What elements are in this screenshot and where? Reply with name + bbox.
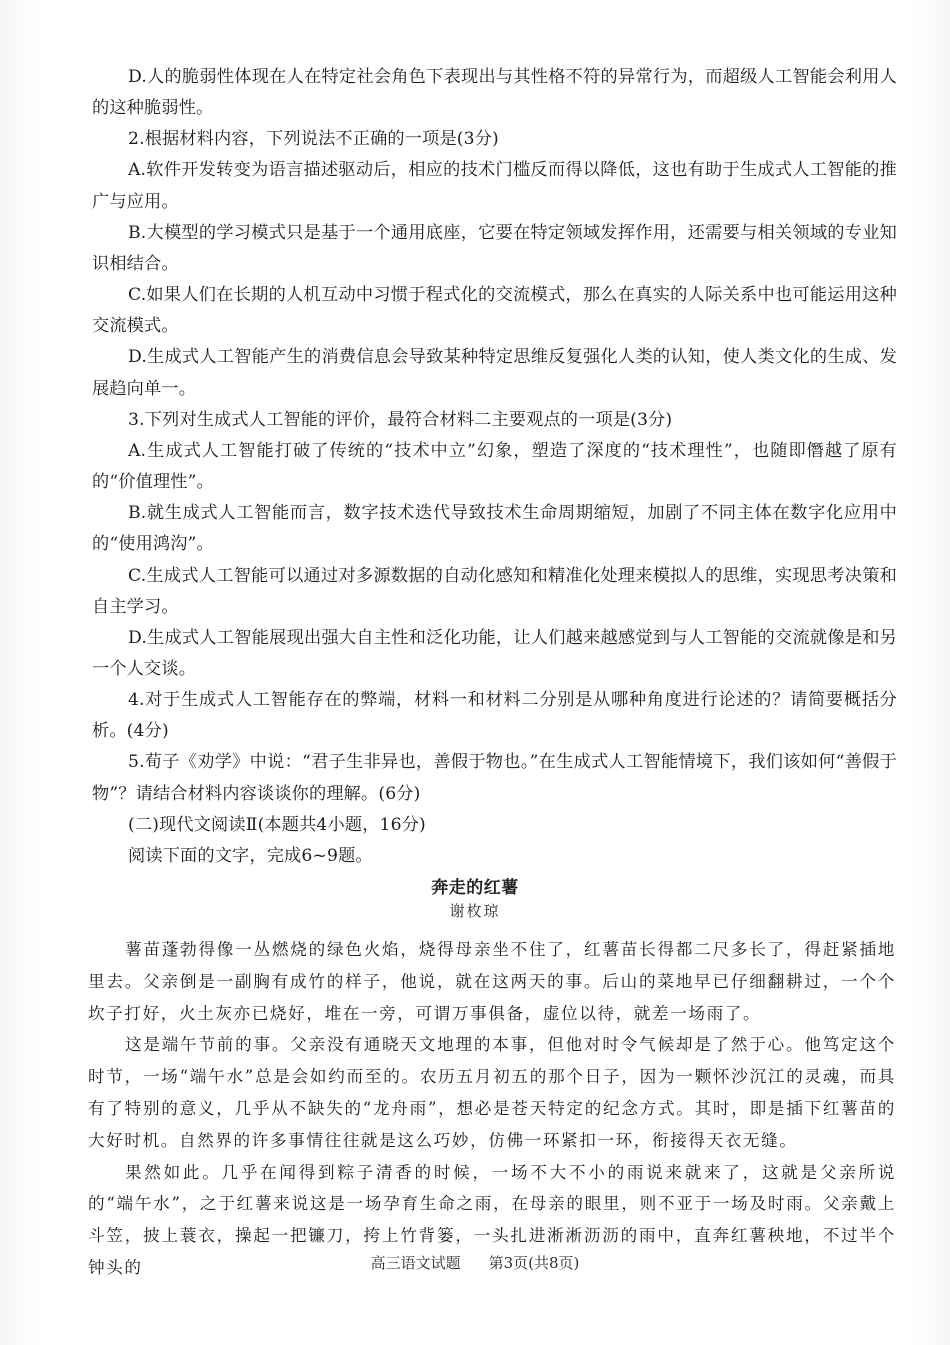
question-2-option-a: A.软件开发转变为语言描述驱动后，相应的技术门槛反而得以降低，这也有助于生成式人工智能的推广与应用。	[92, 160, 897, 212]
question-2-option-c: C.如果人们在长期的人机互动中习惯于程式化的交流模式，那么在真实的人际关系中也可能运用这种交流模式。	[92, 285, 897, 337]
section-heading-reading-2: (二)现代文阅读Ⅱ(本题共4小题，16分)	[128, 814, 426, 835]
question-3: 3.下列对生成式人工智能的评价，最符合材料二主要观点的一项是(3分)	[128, 409, 673, 430]
question-3-option-b: B.就生成式人工智能而言，数字技术迭代导致技术生命周期缩短，加剧了不同主体在数字化应用中的“使用鸿沟”。	[92, 503, 897, 555]
question-4: 4.对于生成式人工智能存在的弊端，材料一和材料二分别是从哪种角度进行论述的？请简要概括分析。(4分)	[92, 690, 897, 742]
reading-instruction: 阅读下面的文字，完成6~9题。	[128, 845, 373, 866]
question-2-option-d: D.生成式人工智能产生的消费信息会导致某种特定思维反复强化人类的认知，使人类文化的生成、发展趋向单一。	[92, 347, 897, 399]
story-paragraph: 这是端午节前的事。父亲没有通晓天文地理的本事，但他对时令气候却是了然于心。他笃定这个时节，一场“端午水”总是会如约而至的。农历五月初五的那个日子，因为一颗怀沙沉江的灵魂，而具有了特别的意义，几乎从不缺失的“龙舟雨”，想必是苍天特定的纪念方式。其时，即是插下红薯苗的大好时机。自然界的许多事情往往就是这么巧妙，仿佛一环紧扣一环，衔接得天衣无缝。	[88, 1035, 896, 1150]
footer-subject: 高三语文试题	[370, 1254, 461, 1272]
story-title: 奔走的红薯	[431, 878, 519, 898]
questions-section	[92, 62, 897, 872]
story-author: 谢枚琼	[449, 902, 501, 920]
page-footer	[0, 1252, 950, 1273]
question-2-option-b: B.大模型的学习模式只是基于一个通用底座，它要在特定领域发挥作用，还需要与相关领域的专业知识相结合。	[92, 222, 897, 274]
option-1d-continued: D.人的脆弱性体现在人在特定社会角色下表现出与其性格不符的异常行为，而超级人工智能会利用人的这种脆弱性。	[92, 67, 897, 119]
question-5: 5.荀子《劝学》中说：“君子生非异也，善假于物也。”在生成式人工智能情境下，我们该如何“善假于物”？请结合材料内容谈谈你的理解。(6分)	[92, 752, 897, 804]
footer-page-number: 第3页(共8页)	[488, 1254, 580, 1272]
question-3-option-c: C.生成式人工智能可以通过对多源数据的自动化感知和精准化处理来模拟人的思维，实现思考决策和自主学习。	[92, 565, 897, 617]
story-paragraph: 薯苗蓬勃得像一丛燃烧的绿色火焰，烧得母亲坐不住了，红薯苗长得都二尺多长了，得赶紧插地里去。父亲倒是一副胸有成竹的样子，他说，就在这两天的事。后山的菜地早已仔细翻耕过，一个个坎子打好，火土灰亦已烧好，堆在一旁，可谓万事俱备，虚位以待，就差一场雨了。	[88, 940, 896, 1023]
question-3-option-a: A.生成式人工智能打破了传统的“技术中立”幻象，塑造了深度的“技术理性”，也随即僭越了原有的“价值理性”。	[92, 440, 897, 493]
story-body	[88, 934, 896, 1284]
question-2: 2.根据材料内容，下列说法不正确的一项是(3分)	[128, 129, 499, 150]
question-3-option-d: D.生成式人工智能展现出强大自主性和泛化功能，让人们越来越感觉到与人工智能的交流就像是和另一个人交谈。	[92, 627, 897, 679]
story-paragraph: 果然如此。几乎在闻得到粽子清香的时候，一场不大不小的雨说来就来了，这就是父亲所说的“端午水”，之于红薯来说这是一场孕育生命之雨，在母亲的眼里，则不亚于一场及时雨。父亲戴上斗笠，披上蓑衣，操起一把镰刀，挎上竹背篓，一头扎进淅淅沥沥的雨中，直奔红薯秧地，不过半个钟头的	[88, 1162, 896, 1277]
